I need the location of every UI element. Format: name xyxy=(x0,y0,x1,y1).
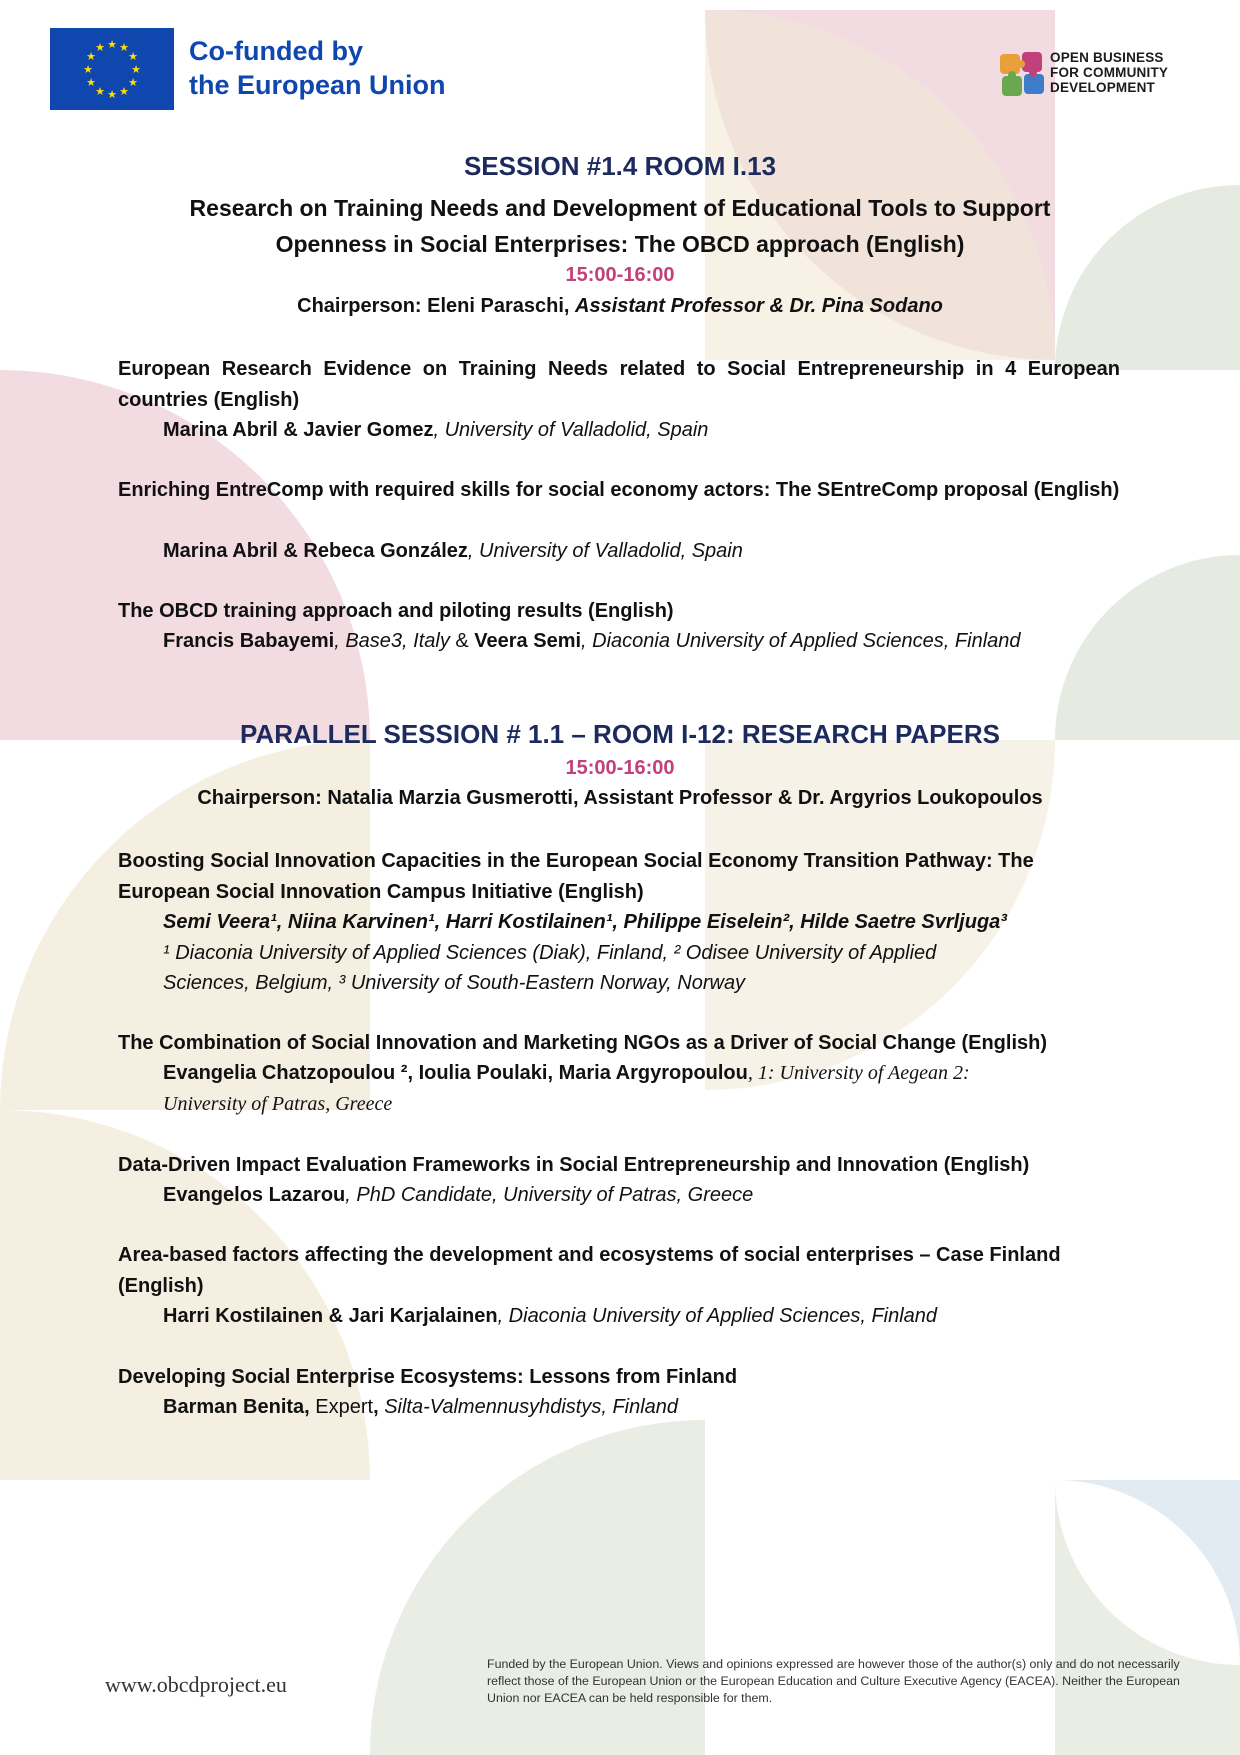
session2-talk1-title: Boosting Social Innovation Capacities in the European Social Economy Transition Pathway: The European Social Innovation Campus Initiative (English) xyxy=(118,850,1034,903)
svg-text:★: ★ xyxy=(119,85,129,98)
session2-talk2-title: The Combination of Social Innovation and Marketing NGOs as a Driver of Social Change (English) xyxy=(118,1032,1048,1054)
session1-talk3-authors: Francis Babayemi, Base3, Italy & Veera Semi, Diaconia University of Applied Sciences, Finland xyxy=(163,630,1021,652)
session2-talk4-authors: Harri Kostilainen & Jari Karjalainen, Diaconia University of Applied Sciences, Finland xyxy=(163,1305,938,1327)
session2-talk1-authors: Semi Veera¹, Niina Karvinen¹, Harri Kostilainen¹, Philippe Eiselein², Hilde Saetre Svrljuga³ ¹ Diaconia University of Applied Sciences (Diak), Finland, ² Odisee University of Applied Sciences, Belgium, ³ University of South-Eastern Norway, Norway xyxy=(163,911,1007,994)
session2-time: 15:00-16:00 xyxy=(565,757,675,779)
svg-text:★: ★ xyxy=(128,76,138,89)
session2-talk3-title: Data-Driven Impact Evaluation Frameworks in Social Entrepreneurship and Innovation (English) xyxy=(118,1154,1030,1176)
obcd-logo-text: OPEN BUSINESS FOR COMMUNITY DEVELOPMENT xyxy=(1050,50,1169,95)
session1-title: SESSION #1.4 ROOM I.13 xyxy=(463,151,777,181)
session2-talk4-title: Area-based factors affecting the development and ecosystems of social enterprises – Case Finland (English) xyxy=(118,1244,1061,1297)
session2-talk5-authors: Barman Benita, Expert, Silta-Valmennusyhdistys, Finland xyxy=(163,1396,679,1418)
svg-text:★: ★ xyxy=(95,41,105,54)
session1-subtitle: Research on Training Needs and Development of Educational Tools to Support Openness in Social Enterprises: The OBCD approach (English) xyxy=(189,195,1051,257)
session1-talk2-title: Enriching EntreComp with required skills for social economy actors: The SEntreComp proposal (English) xyxy=(118,479,1120,501)
session2-talk3-authors: Evangelos Lazarou, PhD Candidate, University of Patras, Greece xyxy=(163,1184,754,1206)
svg-text:★: ★ xyxy=(131,63,141,76)
eu-cofunded-label: Co-funded by the European Union xyxy=(189,36,446,100)
session1-time: 15:00-16:00 xyxy=(565,264,675,286)
session2-talk2-authors: Evangelia Chatzopoulou ², Ioulia Poulaki, Maria Argyropoulou, 1: University of Aegean 2: University of Patras, Greece xyxy=(163,1062,970,1115)
session1-talk1-authors: Marina Abril & Javier Gomez, University of Valladolid, Spain xyxy=(163,419,709,441)
eu-flag-icon xyxy=(50,28,174,110)
svg-text:★: ★ xyxy=(83,63,93,76)
session1-chairperson: Chairperson: Eleni Paraschi, Assistant Professor & Dr. Pina Sodano xyxy=(297,295,943,317)
footer-disclaimer: Funded by the European Union. Views and opinions expressed are however those of the author(s) only and do not necessarily reflect those of the European Union or the European Education and Culture Executive Agency (EACEA). Neither the European Union nor EACEA can be held responsible for them. xyxy=(487,1657,1180,1705)
svg-text:★: ★ xyxy=(128,50,138,63)
session2-talk5-title: Developing Social Enterprise Ecosystems: Lessons from Finland xyxy=(118,1366,738,1388)
obcd-puzzle-logo-icon xyxy=(998,50,1046,98)
svg-text:★: ★ xyxy=(95,85,105,98)
session2-title: PARALLEL SESSION # 1.1 – ROOM I-12: RESEARCH PAPERS xyxy=(240,719,1000,749)
svg-text:★: ★ xyxy=(119,41,129,54)
session2-chairperson: Chairperson: Natalia Marzia Gusmerotti, Assistant Professor & Dr. Argyrios Loukopoulos xyxy=(197,787,1043,809)
svg-text:★: ★ xyxy=(107,88,117,101)
footer-website-link[interactable]: www.obcdproject.eu xyxy=(105,1672,287,1697)
svg-text:★: ★ xyxy=(107,38,117,51)
session1-talk2-authors: Marina Abril & Rebeca González, University of Valladolid, Spain xyxy=(163,540,743,562)
svg-text:★: ★ xyxy=(86,76,96,89)
session1-talk1-title: European Research Evidence on Training Needs related to Social Entrepreneurship in 4 European countries (English) xyxy=(118,358,1120,411)
session1-talk3-title: The OBCD training approach and piloting results (English) xyxy=(118,600,674,622)
svg-text:★: ★ xyxy=(86,50,96,63)
